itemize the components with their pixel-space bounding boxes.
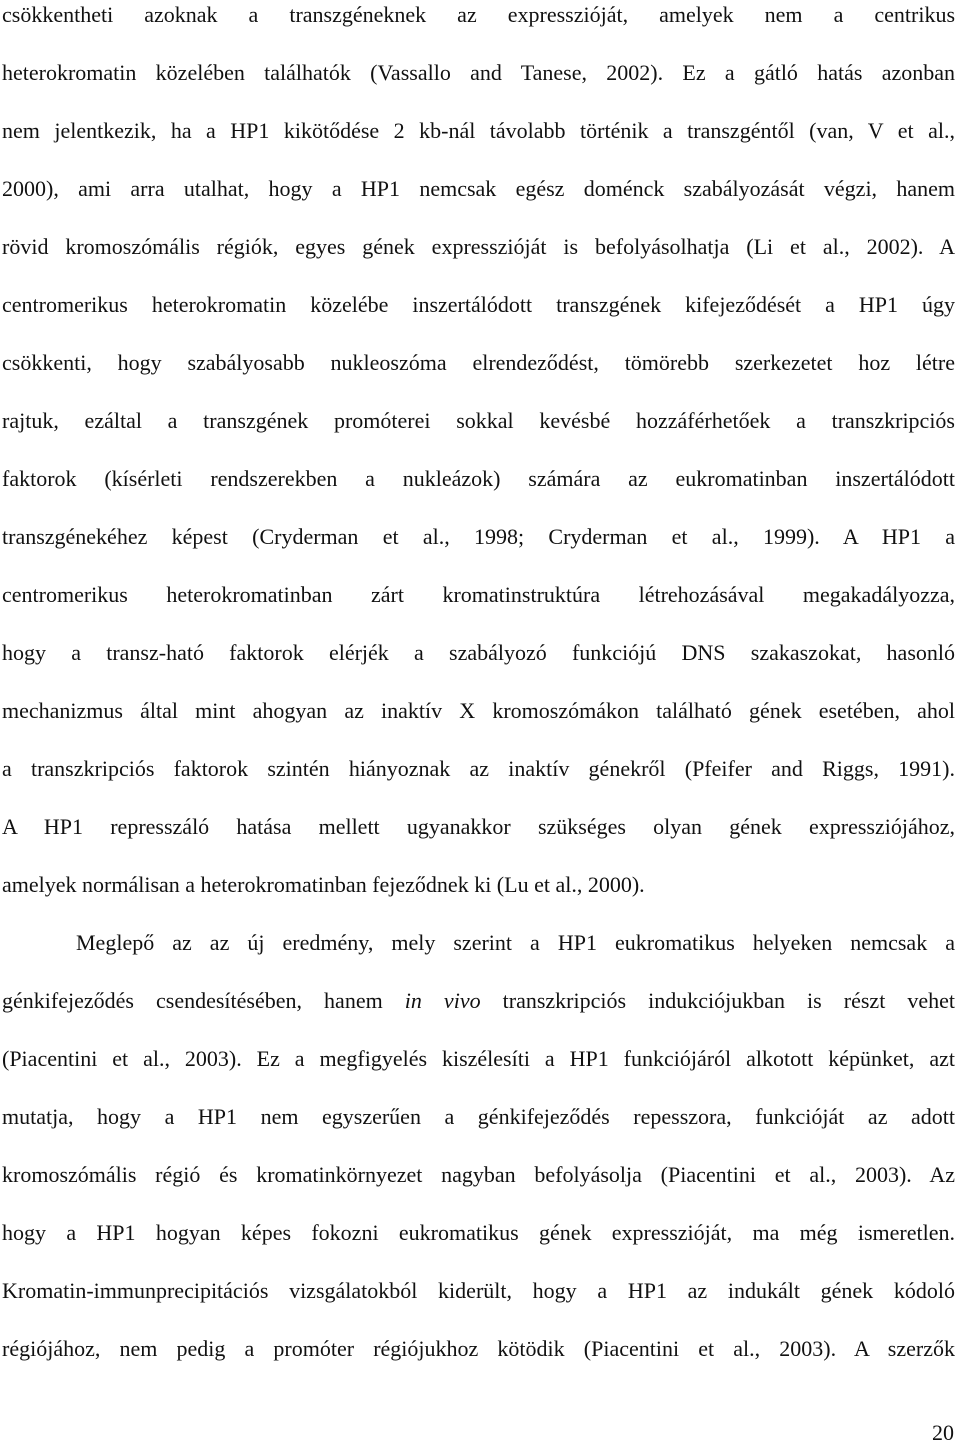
text-line: hogy a HP1 hogyan képes fokozni eukromatikus gének expresszióját, ma még ismeretlen. — [2, 1220, 955, 1245]
text-line-with-italic — [2, 986, 955, 1016]
paragraph-first-line: Meglepő az az új eredmény, mely szerint a HP1 eukromatikus helyeken nemcsak a — [76, 930, 955, 955]
text-line: faktorok (kísérleti rendszerekben a nukleázok) számára az eukromatinban inszertálódott — [2, 466, 955, 491]
text-line: centromerikus heterokromatinban zárt kromatinstruktúra létrehozásával megakadályozza, — [2, 582, 955, 607]
text-line: régiójához, nem pedig a promóter régiójukhoz kötödik (Piacentini et al., 2003). A szerzők — [2, 1336, 955, 1361]
text-line: amelyek normálisan a heterokromatinban fejeződnek ki (Lu et al., 2000). — [2, 872, 645, 897]
text-line: (Piacentini et al., 2003). Ez a megfigyelés kiszélesíti a HP1 funkciójáról alkotott képünket, azt — [2, 1046, 955, 1071]
text-line: nem jelentkezik, ha a HP1 kikötődése 2 kb-nál távolabb történik a transzgéntől (van, V et al., — [2, 118, 955, 143]
text-line: rajtuk, ezáltal a transzgének promóterei sokkal kevésbé hozzáférhetőek a transzkripciós — [2, 408, 955, 433]
text-line: transzgénekéhez képest (Cryderman et al., 1998; Cryderman et al., 1999). A HP1 a — [2, 524, 955, 549]
text-line: kromoszómális régió és kromatinkörnyezet nagyban befolyásolja (Piacentini et al., 2003). Az — [2, 1162, 955, 1187]
text-line: hogy a transz-ható faktorok elérjék a szabályozó funkciójú DNS szakaszokat, hasonló — [2, 640, 955, 665]
text-line: rövid kromoszómális régiók, egyes gének expresszióját is befolyásolhatja (Li et al., 2002). A — [2, 234, 955, 259]
text-line: Kromatin-immunprecipitációs vizsgálatokból kiderült, hogy a HP1 az indukált gének kódoló — [2, 1278, 955, 1303]
text-line: heterokromatin közelében találhatók (Vassallo and Tanese, 2002). Ez a gátló hatás azonban — [2, 60, 955, 85]
text-line: centromerikus heterokromatin közelébe inszertálódott transzgének kifejeződését a HP1 úgy — [2, 292, 955, 317]
text-segment: transzkripciós indukciójukban is részt vehet — [502, 988, 956, 1013]
italic-term: in vivo — [404, 988, 481, 1013]
text-line: a transzkripciós faktorok szintén hiányoznak az inaktív génekről (Pfeifer and Riggs, 1991). — [2, 756, 955, 781]
text-line: A HP1 represszáló hatása mellett ugyanakkor szükséges olyan gének expressziójához, — [2, 814, 955, 839]
text-line: mutatja, hogy a HP1 nem egyszerűen a génkifejeződés repesszora, funkcióját az adott — [2, 1104, 955, 1129]
page-number: 20 — [932, 1420, 954, 1445]
text-line: mechanizmus által mint ahogyan az inaktív X kromoszómákon található gének esetében, ahol — [2, 698, 955, 723]
text-line: 2000), ami arra utalhat, hogy a HP1 nemcsak egész doménck szabályozását végzi, hanem — [2, 176, 955, 201]
text-line: csökkentheti azoknak a transzgéneknek az expresszióját, amelyek nem a centrikus — [2, 2, 955, 27]
text-segment: génkifejeződés csendesítésében, hanem — [2, 988, 383, 1013]
text-line: csökkenti, hogy szabályosabb nukleoszóma elrendeződést, tömörebb szerkezetet hoz létre — [2, 350, 955, 375]
